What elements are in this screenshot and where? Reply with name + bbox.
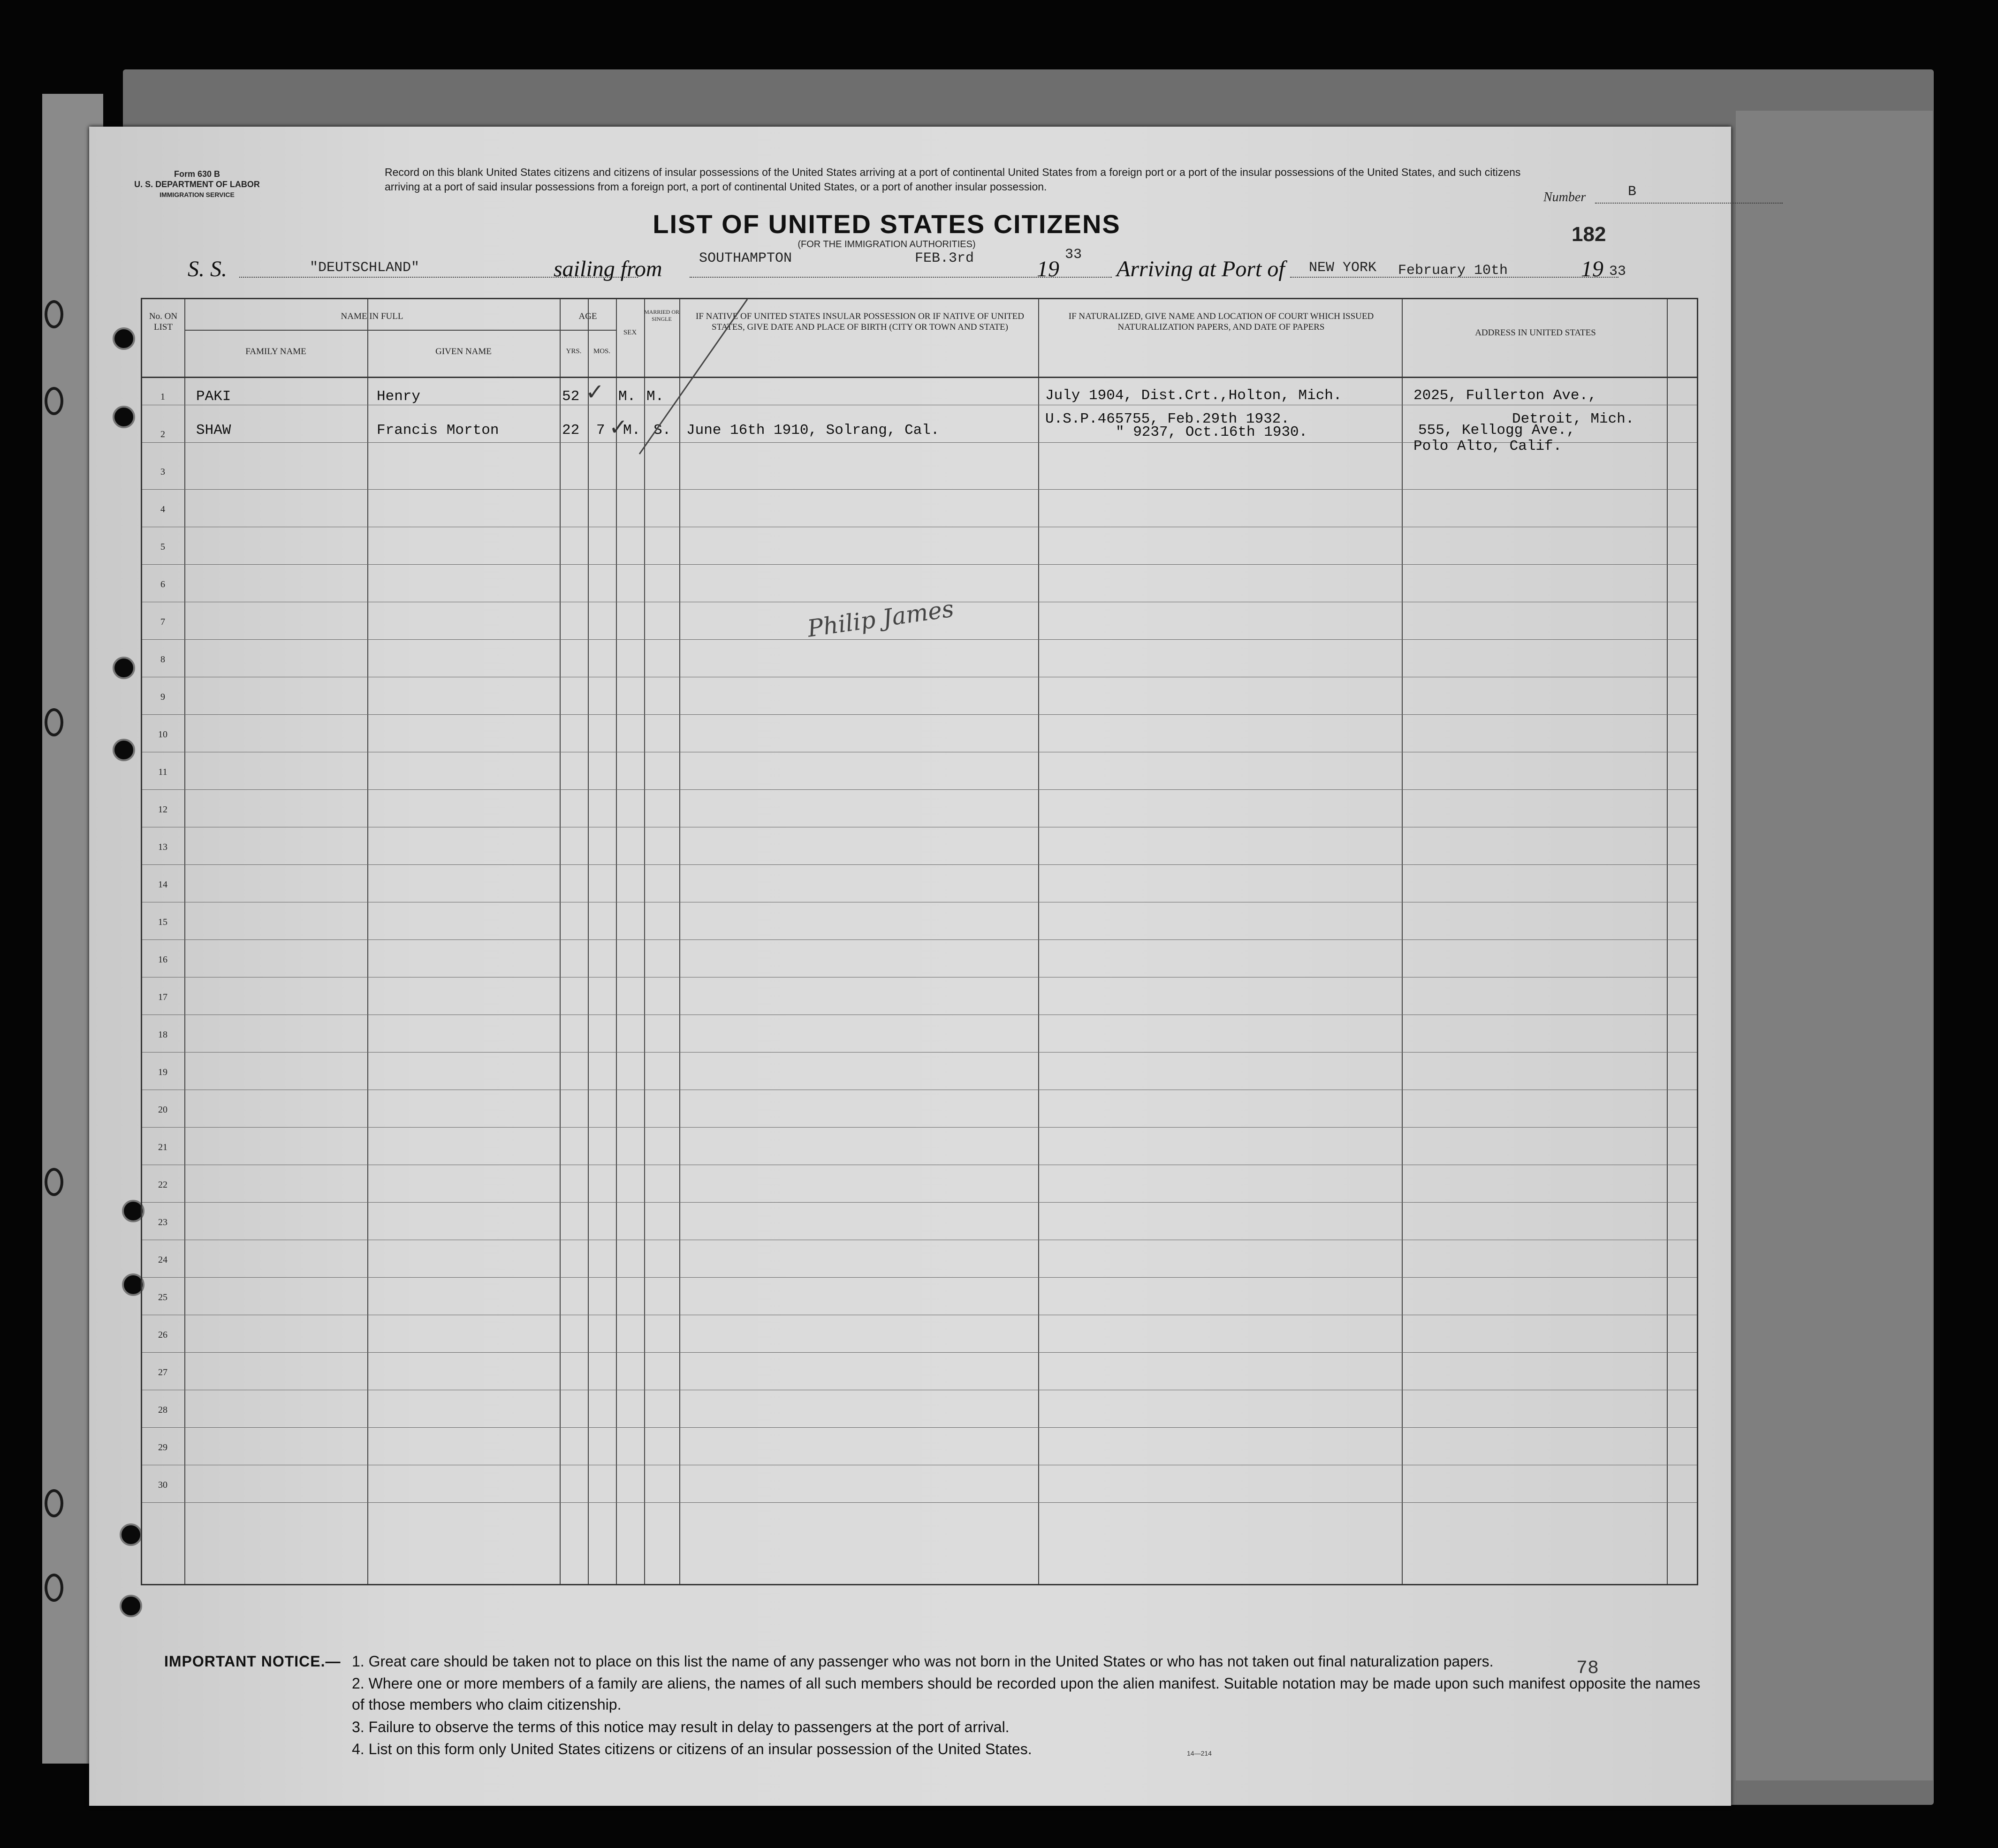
form-number: Form 630 B xyxy=(174,169,220,179)
row-divider xyxy=(142,489,1697,490)
row-number: 17 xyxy=(158,992,167,1002)
row-number: 6 xyxy=(160,579,165,590)
row-divider xyxy=(142,789,1697,790)
row-number: 11 xyxy=(158,767,167,777)
service-name: IMMIGRATION SERVICE xyxy=(160,191,235,198)
page-title: LIST OF UNITED STATES CITIZENS xyxy=(653,209,1121,239)
row-number: 7 xyxy=(160,617,165,627)
punch-hole-icon xyxy=(113,406,135,428)
entry-1-address-2: Detroit, Mich. xyxy=(1512,411,1634,427)
row-number: 18 xyxy=(158,1030,167,1040)
sailing-from-label: sailing from xyxy=(554,257,662,281)
entry-2-address-1: 555, Kellogg Ave., xyxy=(1418,422,1575,439)
entry-2-yrs: 22 xyxy=(562,422,580,439)
ss-label: S. S. xyxy=(188,257,227,281)
department-name: U. S. DEPARTMENT OF LABOR xyxy=(134,180,260,189)
row-divider xyxy=(142,1502,1697,1503)
entry-1-address-1: 2025, Fullerton Ave., xyxy=(1413,387,1597,404)
year-prefix: 19 xyxy=(1037,257,1059,281)
notice-item-1: 1. Great care should be taken not to place on this list the name of any passenger who was not born in the United States or who has not taken out final naturalization papers. xyxy=(352,1653,1494,1670)
entry-2-mos: 7 xyxy=(596,422,605,439)
row-number: 9 xyxy=(160,692,165,702)
sail-year: 33 xyxy=(1065,247,1082,263)
entry-2-given: Francis Morton xyxy=(377,422,499,439)
row-number: 5 xyxy=(160,542,165,552)
entry-1-yrs: 52 xyxy=(562,388,580,405)
form-instructions: Record on this blank United States citizens and citizens of insular possessions of the United States arriving at a port of continental United States from a foreign port or a port of the insular possessions of the United States, and such citizens arriving at a port of said insular possessions from a foreign port, a port of continental United States, or a port of another insular possession. xyxy=(385,166,1521,193)
header-birth: IF NATIVE OF UNITED STATES INSULAR POSSESSION OR IF NATIVE OF UNITED STATES, GIVE DATE AND PLACE OF BIRTH (CITY OR TOWN AND STATE) xyxy=(696,311,1024,332)
row-number: 1 xyxy=(160,392,165,402)
row-number: 2 xyxy=(160,429,165,439)
arrival-date: February 10th xyxy=(1398,263,1508,279)
row-divider xyxy=(142,1352,1697,1353)
header-address: ADDRESS IN UNITED STATES xyxy=(1475,328,1596,338)
arrival-year-prefix: 19 xyxy=(1581,257,1603,281)
binder-ring-icon xyxy=(45,1168,63,1196)
row-number: 22 xyxy=(158,1180,167,1190)
row-number: 15 xyxy=(158,917,167,927)
entry-2-marital: S. xyxy=(653,422,671,439)
row-divider xyxy=(142,1277,1697,1278)
punch-hole-icon xyxy=(113,327,135,350)
row-number: 25 xyxy=(158,1292,167,1303)
binder-ring-icon xyxy=(45,1489,63,1517)
row-divider xyxy=(142,639,1697,640)
row-divider xyxy=(142,1052,1697,1053)
row-number: 27 xyxy=(158,1367,167,1378)
row-divider xyxy=(142,1427,1697,1428)
entry-1-naturalized-1: July 1904, Dist.Crt.,Holton, Mich. xyxy=(1045,387,1342,404)
form-code: 14—214 xyxy=(1187,1750,1212,1757)
row-number: 23 xyxy=(158,1217,167,1227)
checkmark-icon: ✓ xyxy=(609,414,628,440)
row-number: 13 xyxy=(158,842,167,852)
ship-name: "DEUTSCHLAND" xyxy=(310,260,420,276)
handwritten-signature: Philip James xyxy=(805,595,956,643)
header-given-name: GIVEN NAME xyxy=(435,347,492,356)
sail-date: FEB.3rd xyxy=(915,250,974,266)
row-number: 30 xyxy=(158,1480,167,1490)
row-divider xyxy=(142,939,1697,940)
entry-1-marital: M. xyxy=(646,388,664,405)
entry-2-family: SHAW xyxy=(196,422,231,439)
row-divider xyxy=(142,564,1697,565)
row-number: 8 xyxy=(160,654,165,665)
manifest-page xyxy=(89,127,1731,1806)
row-number: 21 xyxy=(158,1142,167,1152)
header-mos: MOS. xyxy=(593,348,611,355)
notice-item-2: 2. Where one or more members of a family are aliens, the names of all such members should be recorded upon the alien manifest. Suitable notation may be made upon such manifest opposite the names of those members who claim citizenship. xyxy=(352,1675,1701,1713)
number-value: B xyxy=(1628,184,1637,200)
pen-stroke-icon xyxy=(635,299,752,463)
header-sex: SEX xyxy=(623,329,637,336)
notice-lead: IMPORTANT NOTICE.— xyxy=(164,1653,341,1670)
binder-ring-icon xyxy=(45,708,63,736)
header-naturalized: IF NATURALIZED, GIVE NAME AND LOCATION OF COURT WHICH ISSUED NATURALIZATION PAPERS, AND DATE OF PAPERS xyxy=(1068,311,1374,332)
entry-1-family: PAKI xyxy=(196,388,231,405)
punch-hole-icon xyxy=(120,1595,142,1617)
entry-1-naturalized-2: U.S.P.465755, Feb.29th 1932. xyxy=(1045,411,1290,427)
binder-ring-icon xyxy=(45,300,63,328)
checkmark-icon: ✓ xyxy=(585,379,605,405)
row-number: 29 xyxy=(158,1442,167,1453)
entry-1-given: Henry xyxy=(377,388,421,405)
number-label: Number xyxy=(1543,190,1586,204)
row-number: 3 xyxy=(160,467,165,477)
arriving-label: Arriving at Port of xyxy=(1117,257,1285,281)
page-number: 78 xyxy=(1576,1658,1599,1679)
row-divider xyxy=(142,1202,1697,1203)
row-number: 24 xyxy=(158,1255,167,1265)
row-number: 12 xyxy=(158,804,167,815)
binder-ring-icon xyxy=(45,387,63,415)
row-number: 26 xyxy=(158,1330,167,1340)
row-divider xyxy=(142,864,1697,865)
punch-hole-icon xyxy=(113,657,135,679)
entry-2-address-2: Polo Alto, Calif. xyxy=(1413,438,1562,454)
header-family-name: FAMILY NAME xyxy=(245,347,306,356)
entry-1-sex: M. xyxy=(618,388,636,405)
entry-2-birth: June 16th 1910, Solrang, Cal. xyxy=(686,422,940,439)
from-port: SOUTHAMPTON xyxy=(699,250,792,266)
page-subtitle: (FOR THE IMMIGRATION AUTHORITIES) xyxy=(798,239,976,250)
header-age: AGE xyxy=(578,311,597,321)
header-yrs: YRS. xyxy=(566,348,582,355)
entry-2-naturalized-1: " 9237, Oct.16th 1930. xyxy=(1116,424,1308,440)
voyage-line xyxy=(89,247,1722,284)
form-identifier xyxy=(122,169,272,200)
punch-hole-icon xyxy=(113,739,135,761)
row-divider xyxy=(142,714,1697,715)
arrival-port: NEW YORK xyxy=(1309,260,1377,276)
binder-ring-icon xyxy=(45,1574,63,1602)
notice-item-3: 3. Failure to observe the terms of this notice may result in delay to passengers at the port of arrival. xyxy=(352,1719,1010,1735)
row-number: 28 xyxy=(158,1405,167,1415)
header-married-single: MARRIED OR SINGLE xyxy=(644,309,680,322)
row-number: 4 xyxy=(160,504,165,515)
notice-item-4: 4. List on this form only United States citizens or citizens of an insular possession of the United States. xyxy=(352,1741,1032,1757)
entry-2-sex: M. xyxy=(623,422,641,439)
background-sheet-right xyxy=(1736,111,1933,1780)
row-number: 14 xyxy=(158,879,167,890)
number-underline xyxy=(1595,203,1783,204)
stamp-number: 182 xyxy=(1572,223,1606,246)
manifest-table xyxy=(141,298,1698,1585)
header-no-on-list: No. ON LIST xyxy=(149,311,178,332)
row-number: 16 xyxy=(158,954,167,965)
header-name-in-full: NAME IN FULL xyxy=(341,311,403,321)
row-number: 10 xyxy=(158,729,167,740)
row-number: 20 xyxy=(158,1105,167,1115)
row-number: 19 xyxy=(158,1067,167,1077)
arrival-year: 33 xyxy=(1609,264,1626,280)
row-divider xyxy=(142,1127,1697,1128)
punch-hole-icon xyxy=(120,1523,142,1546)
